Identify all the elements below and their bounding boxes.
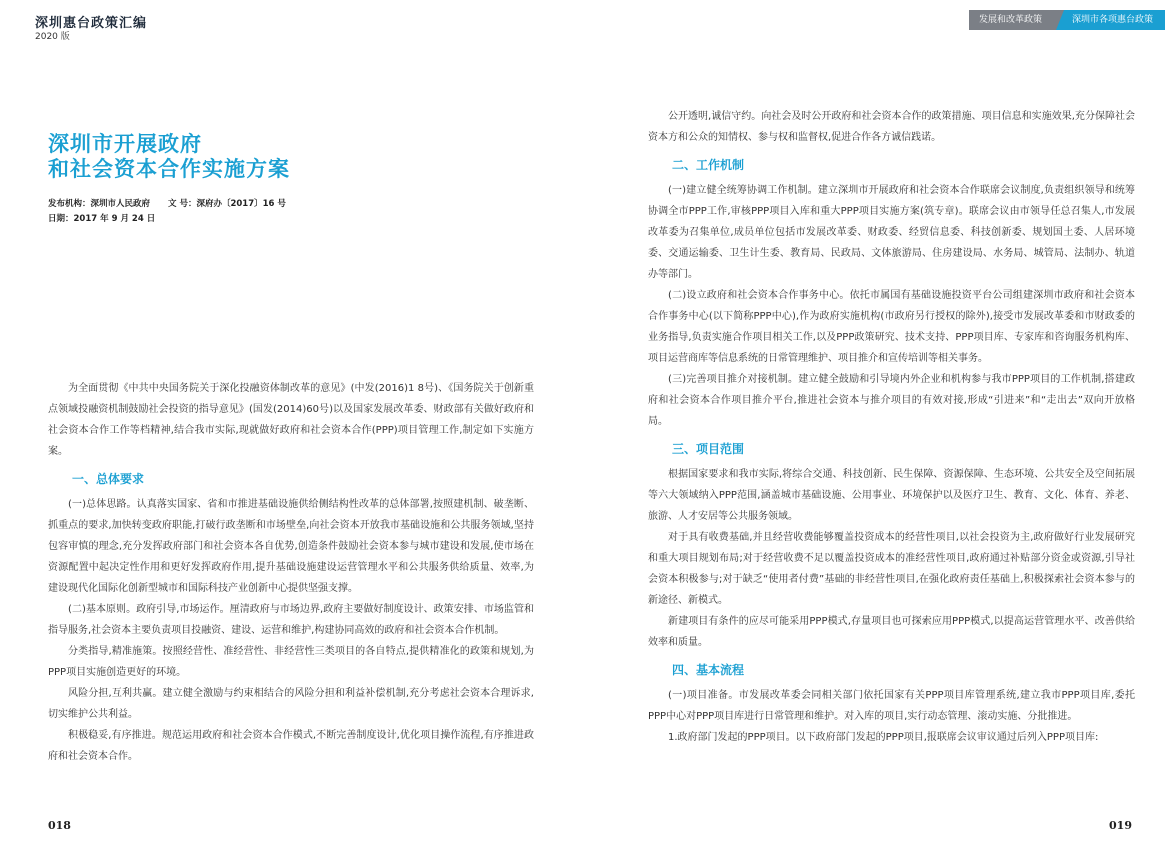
intro-paragraph: 为全面贯彻《中共中央国务院关于深化投融资体制改革的意见》(中发(2016)1 8号)、《国务院关于创新重点领域投融资机制鼓励社会投资的指导意见》(国发(2014)60号)以及国家发展改革委、财政部有关做好政府和社会资本合作工作等档精神,结合我市实际,现就做好政府和社会资本合作(PPP)项目管理工作,制定如下实施方案。 [48,383,534,457]
paragraph: 积极稳妥,有序推进。规范运用政府和社会资本合作模式,不断完善制度设计,优化项目操作流程,有序推进政府和社会资本合作。 [48,730,534,762]
paragraph: 根据国家要求和我市实际,将综合交通、科技创新、民生保障、资源保障、生态环境、公共安全及空间拓展等六大领域纳入PPP范围,涵盖城市基础设施、公用事业、环境保护以及医疗卫生、教育、文化、体育、养老、旅游、人才安居等公共服务领域。 [648,469,1135,522]
paragraph: (一)总体思路。认真落实国家、省和市推进基础设施供给侧结构性改革的总体部署,按照建机制、破垄断、抓重点的要求,加快转变政府职能,打破行政垄断和市场壁垒,向社会资本开放我市基础设施和公共服务领域,坚持包容审慎的理念,充分发挥政府部门和社会资本各自优势,创造条件鼓励社会资本参与城市建设和发展,使市场在资源配置中起决定性作用和更好发挥政府作用,提升基础设施建设运营管理水平和公共服务供给质量、效率,为建设现代化国际化创新型城市和国际科技产业创新中心提供坚强支撑。 [48,499,534,594]
paragraph: 新建项目有条件的应尽可能采用PPP模式,存量项目也可探索应用PPP模式,以提高运营管理水平、改善供给效率和质量。 [648,616,1135,648]
section-heading: 四、基本流程 [672,663,745,677]
section-heading: 一、总体要求 [72,472,145,486]
paragraph: 风险分担,互利共赢。建立健全激励与约束相结合的风险分担和利益补偿机制,充分考虑社会资本合理诉求,切实维护公共利益。 [48,688,534,720]
left-body-text [48,378,534,767]
left-page [0,0,582,846]
paragraph: (二)基本原则。政府引导,市场运作。厘清政府与市场边界,政府主要做好制度设计、政策安排、市场监管和指导服务,社会资本主要负责项目投融资、建设、运营和维护,构建协同高效的政府和社会资本合作机制。 [48,604,534,636]
section-heading: 三、项目范围 [672,442,745,456]
page-number-left: 018 [48,819,71,832]
paragraph: 分类指导,精准施策。按照经营性、准经营性、非经营性三类项目的各自特点,提供精准化的政策和规划,为PPP项目实施创造更好的环境。 [48,646,534,678]
section-heading: 二、工作机制 [672,158,745,172]
edition-year: 2020 版 [35,32,70,42]
paragraph: 公开透明,诚信守约。向社会及时公开政府和社会资本合作的政策措施、项目信息和实施效果,充分保障社会资本方和公众的知情权、参与权和监督权,促进合作各方诚信践诺。 [648,111,1135,143]
document-title-line1: 深圳市开展政府 [48,132,202,156]
right-page [583,0,1165,846]
paragraph: (三)完善项目推介对接机制。建立健全鼓励和引导境内外企业和机构参与我市PPP项目的工作机制,搭建政府和社会资本合作项目推介平台,推进社会资本与推介项目的有效对接,形成“引进来”和“走出去”双向开放格局。 [648,374,1135,427]
page-number-right: 019 [1109,819,1132,832]
doc-number: 文 号：深府办〔2017〕16 号 [168,199,286,209]
book-title: 深圳惠台政策汇编 [35,16,148,31]
document-title [48,132,290,182]
document-title-line2: 和社会资本合作实施方案 [48,157,290,181]
paragraph: (一)建立健全统筹协调工作机制。建立深圳市开展政府和社会资本合作联席会议制度,负责组织领导和统筹协调全市PPP工作,审核PPP项目入库和重大PPP项目实施方案(筑专章)。联席会议由市领导任总召集人,市发展改革委为召集单位,成员单位包括市发展改革委、财政委、经贸信息委、科技创新委、规划国土委、人居环境委、交通运输委、卫生计生委、教育局、民政局、文体旅游局、住房建设局、水务局、城管局、法制办、轨道办等部门。 [648,185,1135,280]
issue-date: 日期：2017 年 9 月 24 日 [48,214,156,224]
paragraph: 1.政府部门发起的PPP项目。以下政府部门发起的PPP项目,报联席会议审议通过后列入PPP项目库: [668,732,1099,743]
section-tabs [969,10,1165,30]
paragraph: (二)设立政府和社会资本合作事务中心。依托市属国有基础设施投资平台公司组建深圳市政府和社会资本合作事务中心(以下简称PPP中心),作为政府实施机构(市政府另行授权的除外),接受市发展改革委和市财政委的业务指导,负责实施合作项目相关工作,以及PPP政策研究、技术支持、PPP项目库、专家库和咨询服务机构库、项目运营商库等信息系统的日常管理维护、项目推介和宣传培训等相关事务。 [648,290,1135,364]
tab-current: 深圳市各项惠台政策 [1056,10,1165,30]
document-meta [48,197,286,227]
paragraph: (一)项目准备。市发展改革委会同相关部门依托国家有关PPP项目库管理系统,建立我市PPP项目库,委托PPP中心对PPP项目库进行日常管理和维护。对入库的项目,实行动态管理、滚动实施、分批推进。 [648,690,1135,722]
right-body-text [648,106,1135,748]
paragraph: 对于具有收费基础,并且经营收费能够覆盖投资成本的经营性项目,以社会投资为主,政府做好行业发展研究和重大项目规划布局;对于经营收费不足以覆盖投资成本的准经营性项目,政府通过补贴部分资金或资源,引导社会资本积极参与;对于缺乏“使用者付费”基础的非经营性项目,在强化政府责任基础上,积极探索社会资本参与的新途径、新模式。 [648,532,1135,606]
tab-category: 发展和改革政策 [969,10,1056,30]
issuer: 发布机构：深圳市人民政府 [48,199,151,209]
